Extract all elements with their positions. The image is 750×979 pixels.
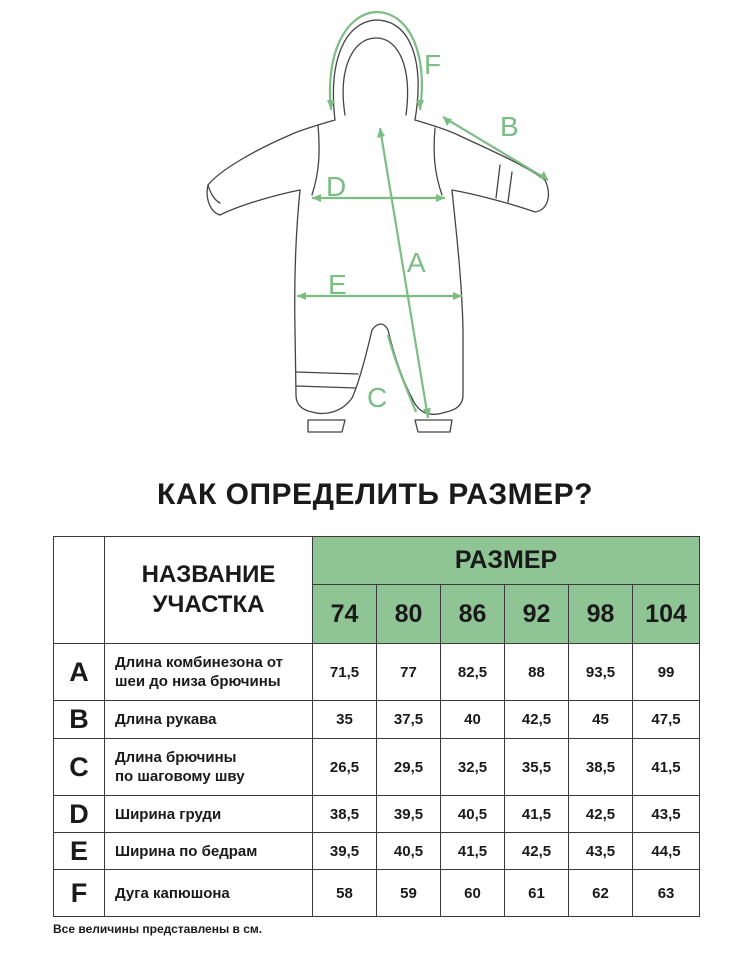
value-cell: 39,5: [377, 796, 441, 833]
value-cell: 37,5: [377, 701, 441, 739]
row-label-line: Ширина груди: [115, 805, 222, 823]
dim-label-b: B: [500, 111, 519, 142]
row-label: [105, 833, 313, 870]
name-header-line: НАЗВАНИЕ: [141, 561, 276, 588]
value-cell: 39,5: [313, 833, 377, 870]
value-cell: 44,5: [633, 833, 700, 870]
value-cell: 47,5: [633, 701, 700, 739]
value-cell: 71,5: [313, 644, 377, 701]
value-cell: 63: [633, 870, 700, 917]
row-letter: A: [54, 644, 105, 701]
jumpsuit-diagram: [0, 0, 750, 460]
value-cell: 43,5: [633, 796, 700, 833]
size-column-header: 92: [505, 585, 569, 644]
row-label-line: Ширина по бедрам: [115, 842, 258, 860]
dim-label-a: A: [407, 247, 426, 278]
value-cell: 45: [569, 701, 633, 739]
value-cell: 41,5: [505, 796, 569, 833]
value-cell: 40,5: [441, 796, 505, 833]
dim-label-f: F: [424, 49, 442, 80]
jumpsuit-illustration: [0, 0, 750, 460]
size-column-header: 104: [633, 585, 700, 644]
row-letter: D: [54, 796, 105, 833]
value-cell: 40,5: [377, 833, 441, 870]
value-cell: 35: [313, 701, 377, 739]
row-letter: F: [54, 870, 105, 917]
row-label: [105, 739, 313, 796]
value-cell: 29,5: [377, 739, 441, 796]
table-row: [54, 796, 700, 833]
value-cell: 43,5: [569, 833, 633, 870]
row-label-line: по шаговому шву: [115, 768, 245, 785]
value-cell: 38,5: [569, 739, 633, 796]
value-cell: 41,5: [441, 833, 505, 870]
row-label-line: Длина брючины: [115, 749, 237, 766]
dim-label-e: E: [328, 269, 347, 300]
value-cell: 35,5: [505, 739, 569, 796]
dim-label-c: C: [367, 382, 388, 413]
size-column-header: 98: [569, 585, 633, 644]
value-cell: 93,5: [569, 644, 633, 701]
row-label-line: шеи до низа брючины: [115, 673, 281, 690]
footnote: Все величины представлены в см.: [53, 922, 263, 936]
size-header: РАЗМЕР: [313, 537, 700, 585]
value-cell: 99: [633, 644, 700, 701]
name-header: [105, 537, 313, 644]
row-letter: E: [54, 833, 105, 870]
value-cell: 41,5: [633, 739, 700, 796]
table-row: [54, 833, 700, 870]
row-letter: C: [54, 739, 105, 796]
value-cell: 26,5: [313, 739, 377, 796]
size-table: [53, 536, 700, 917]
value-cell: 42,5: [505, 833, 569, 870]
page-title: КАК ОПРЕДЕЛИТЬ РАЗМЕР?: [157, 478, 593, 511]
row-label: [105, 796, 313, 833]
value-cell: 62: [569, 870, 633, 917]
value-cell: 42,5: [569, 796, 633, 833]
table-corner-cell: [54, 537, 105, 644]
table-row: [54, 644, 700, 701]
row-label-line: Длина рукава: [115, 711, 217, 728]
value-cell: 38,5: [313, 796, 377, 833]
row-label-line: Длина комбинезона от: [115, 654, 284, 671]
row-label-line: Дуга капюшона: [115, 884, 230, 902]
value-cell: 58: [313, 870, 377, 917]
value-cell: 32,5: [441, 739, 505, 796]
row-label: [105, 644, 313, 701]
value-cell: 40: [441, 701, 505, 739]
value-cell: 77: [377, 644, 441, 701]
dim-label-d: D: [326, 171, 347, 202]
value-cell: 60: [441, 870, 505, 917]
value-cell: 59: [377, 870, 441, 917]
size-column-header: 74: [313, 585, 377, 644]
size-column-header: 86: [441, 585, 505, 644]
value-cell: 42,5: [505, 701, 569, 739]
value-cell: 82,5: [441, 644, 505, 701]
row-letter: B: [54, 701, 105, 739]
row-label: [105, 701, 313, 739]
value-cell: 88: [505, 644, 569, 701]
table-row: [54, 870, 700, 917]
table-row: [54, 701, 700, 739]
size-column-header: 80: [377, 585, 441, 644]
row-label: [105, 870, 313, 917]
name-header-line: УЧАСТКА: [152, 591, 265, 618]
value-cell: 61: [505, 870, 569, 917]
table-row: [54, 739, 700, 796]
